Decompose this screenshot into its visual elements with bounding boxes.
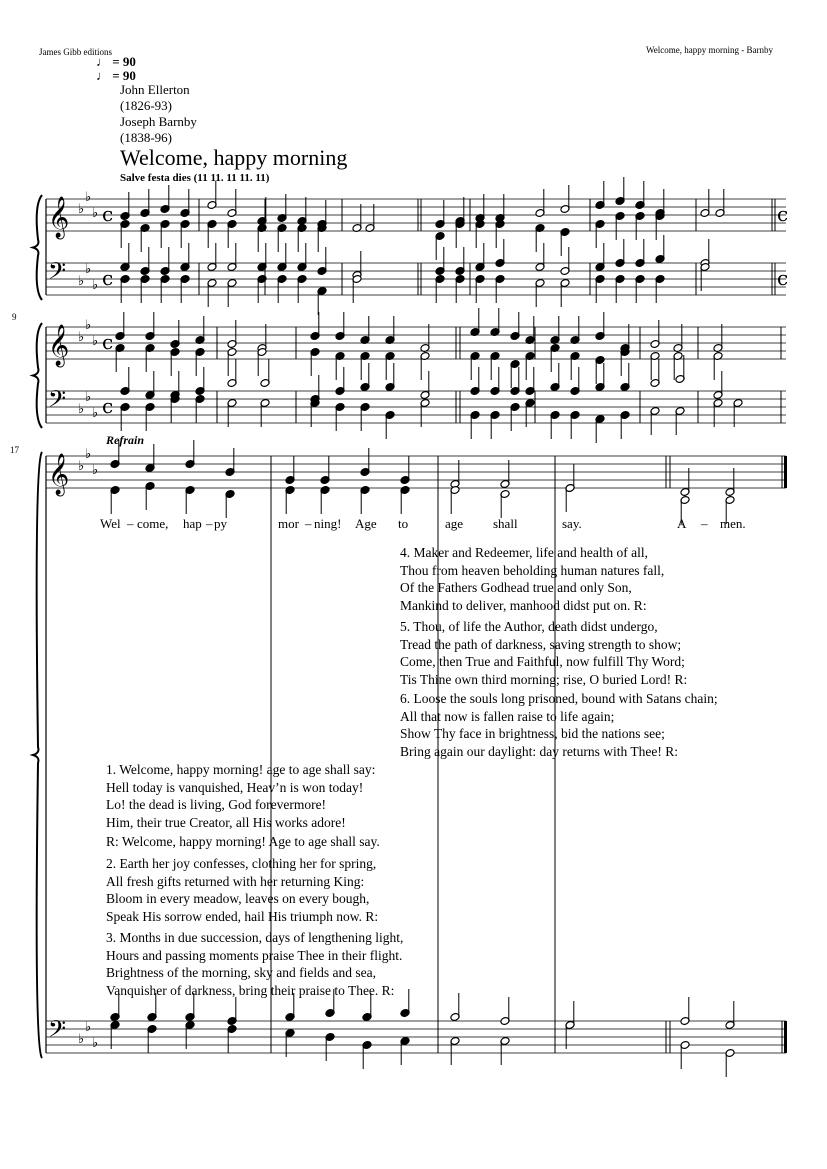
lyric-syllable: py xyxy=(214,516,227,531)
verse-5: 5. Thou, of life the Author, death didst undergo, Tread the path of darkness, saving strength to show; Come, then True and Faithful, now fulfill Thy Word; Tis Thine own third morning; rise, O buried Lord! R: xyxy=(400,619,688,687)
flat-sign: ♭ xyxy=(85,262,92,277)
flat-sign: ♭ xyxy=(78,402,85,417)
flat-sign: ♭ xyxy=(92,463,99,478)
flat-sign: ♭ xyxy=(85,1020,92,1035)
time-signature: c xyxy=(777,266,789,290)
lyric-syllable: Age xyxy=(355,516,377,531)
verse-6: 6. Loose the souls long prisoned, bound with Satans chain; All that now is fallen raise to life again; Show Thy face in brightness, bid the nations see; Bring again our daylight: day returns with Thee! R: xyxy=(400,691,718,759)
verse-2: 2. Earth her joy confesses, clothing her for spring, All fresh gifts returned with her returning King: Bloom in every meadow, leaves on every bough, Speak His sorrow ended, hail His triumph now. R: xyxy=(106,856,379,924)
system-bracket xyxy=(33,452,42,1058)
lyric-syllable: hap xyxy=(183,516,202,531)
composer-dates: (1838-96) xyxy=(120,130,172,145)
running-title: Welcome, happy morning - Barnby xyxy=(646,45,773,55)
publisher-label: James Gibb editions xyxy=(39,47,112,57)
flat-sign: ♭ xyxy=(92,278,99,293)
lyric-hyphen: – xyxy=(701,516,708,531)
lyric-syllable: say. xyxy=(562,516,582,531)
treble-clef: 𝄞 xyxy=(48,454,70,495)
final-barline xyxy=(784,456,787,488)
flat-sign: ♭ xyxy=(78,1032,85,1047)
refrain-text: R: Welcome, happy morning! Age to age shall say. xyxy=(106,834,380,849)
system-bracket xyxy=(33,323,42,428)
time-signature: c xyxy=(102,394,114,418)
lyric-syllable: men. xyxy=(720,516,746,531)
verse-1: 1. Welcome, happy morning! age to age shall say: Hell today is vanquished, Heav’n is won today! Lo! the dead is living, God forevermore! Him, their true Creator, all His works adore! xyxy=(106,762,376,830)
bass-clef: 𝄢 xyxy=(48,1015,67,1048)
flat-sign: ♭ xyxy=(92,334,99,349)
time-signature: c xyxy=(102,202,114,226)
subtitle: Salve festa dies (11 11. 11 11. 11) xyxy=(120,172,270,184)
lyric-syllable: A xyxy=(677,516,687,531)
flat-sign: ♭ xyxy=(92,406,99,421)
author-name: John Ellerton xyxy=(120,82,190,97)
flat-sign: ♭ xyxy=(78,274,85,289)
treble-clef: 𝄞 xyxy=(48,325,70,366)
lyric-hyphen: – xyxy=(127,516,134,531)
measure-number: 17 xyxy=(10,445,19,455)
bass-clef: 𝄢 xyxy=(48,385,67,418)
measure-number: 9 xyxy=(12,312,17,322)
time-signature: c xyxy=(102,330,114,354)
tempo-marking: ♩ = 90 xyxy=(96,54,136,69)
lyric-syllable: Wel xyxy=(100,516,121,531)
lyric-hyphen: – xyxy=(206,516,213,531)
flat-sign: ♭ xyxy=(85,190,92,205)
flat-sign: ♭ xyxy=(85,447,92,462)
flat-sign: ♭ xyxy=(92,206,99,221)
flat-sign: ♭ xyxy=(78,202,85,217)
flat-sign: ♭ xyxy=(78,330,85,345)
final-barline xyxy=(784,1021,787,1053)
lyric-syllable: mor xyxy=(278,516,299,531)
tempo-marking: ♩ = 90 xyxy=(96,68,136,83)
flat-sign: ♭ xyxy=(92,1036,99,1051)
composer-name: Joseph Barnby xyxy=(120,114,197,129)
treble-clef: 𝄞 xyxy=(48,197,70,238)
system-bracket xyxy=(33,195,42,300)
lyric-syllable: to xyxy=(398,516,409,531)
lyric-syllable: come, xyxy=(137,516,169,531)
time-signature: c xyxy=(102,266,114,290)
lyric-hyphen: – xyxy=(305,516,312,531)
verse-3: 3. Months in due succession, days of lengthening light, Hours and passing moments praise Thee in their flight. Brightness of the morning, sky and fields and sea, Vanquisher of darkness, bring their praise to Thee. R: xyxy=(106,930,404,998)
verse-4: 4. Maker and Redeemer, life and health of all, Thou from heaven beholding human natures fall, Of the Fathers Godhead true and only Son, Mankind to deliver, manhood didst put on. R: xyxy=(400,545,665,613)
lyric-syllable: shall xyxy=(493,516,518,531)
page-title: Welcome, happy morning xyxy=(120,145,348,170)
bass-clef: 𝄢 xyxy=(48,257,67,290)
flat-sign: ♭ xyxy=(85,390,92,405)
refrain-label: Refrain xyxy=(106,433,145,447)
time-signature: c xyxy=(777,202,789,226)
flat-sign: ♭ xyxy=(78,459,85,474)
lyric-syllable: ning! xyxy=(314,516,342,531)
lyric-syllable: age xyxy=(445,516,464,531)
author-dates: (1826-93) xyxy=(120,98,172,113)
flat-sign: ♭ xyxy=(85,318,92,333)
